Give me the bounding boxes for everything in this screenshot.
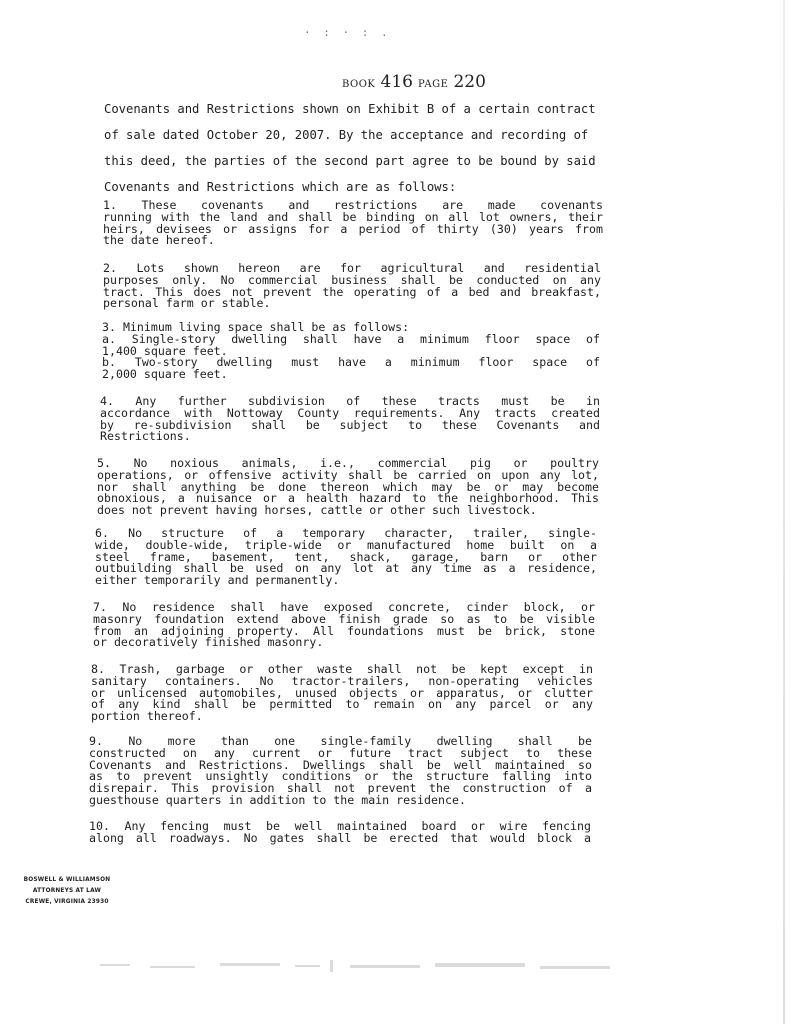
covenant-line: constructed on any current or future tract subject to these xyxy=(89,745,592,760)
book-number: 416 xyxy=(380,72,413,92)
scan-edge xyxy=(783,0,785,1024)
covenant-6 xyxy=(95,528,597,587)
intro-line: of sale dated October 20, 2007. By the acceptance and recording of xyxy=(104,128,589,142)
covenant-line: tract. This does not prevent the operating of a bed and breakfast, xyxy=(103,284,601,299)
covenant-line: a. Single-story dwelling shall have a minimum floor space of xyxy=(102,331,600,346)
covenant-line: or unlicensed automobiles, unused objects or apparatus, or clutter xyxy=(91,685,593,700)
covenant-line: steel frame, basement, tent, shack, garage, barn or other xyxy=(95,549,597,564)
covenant-line: either temporarily and permanently. xyxy=(95,573,340,588)
covenant-line: purposes only. No commercial business shall be conducted on any xyxy=(103,272,601,287)
covenant-line: b. Two-story dwelling must have a minimum floor space of xyxy=(102,355,600,370)
covenant-1 xyxy=(103,200,603,247)
covenant-3 xyxy=(102,322,600,381)
covenant-line: portion thereof. xyxy=(91,709,203,724)
covenant-line: by re-subdivision shall be subject to these Covenants and xyxy=(100,417,600,432)
covenant-line: Restrictions. xyxy=(100,429,191,444)
covenant-10 xyxy=(89,821,591,845)
covenant-line: 5. No noxious animals, i.e., commercial pig or poultry xyxy=(97,456,599,470)
covenant-line: outbuilding shall be used on any lot at any time as a residence, xyxy=(95,561,597,576)
firm-address: CREWE, VIRGINIA 23930 xyxy=(25,899,109,905)
intro-text xyxy=(104,96,604,200)
covenant-2 xyxy=(103,263,601,310)
covenant-line: 4. Any further subdivision of these tracts must be in xyxy=(100,394,600,408)
covenant-line: obnoxious, a nuisance or a health hazard to the neighborhood. This xyxy=(97,491,599,506)
covenant-line: as to prevent unsightly conditions or the structure falling into xyxy=(89,769,592,784)
covenant-line: personal farm or stable. xyxy=(103,296,271,311)
covenant-line: operations, or offensive activity shall be carried on upon any lot, xyxy=(97,467,599,482)
covenant-line: or decoratively finished masonry. xyxy=(93,635,324,650)
covenant-line: Covenants and Restrictions. Dwellings shall be well maintained so xyxy=(89,757,592,772)
covenant-line: masonry foundation extend above finish grade so as to be visible xyxy=(93,611,595,626)
covenant-line: accordance with Nottoway County requirements. Any tracts created xyxy=(100,405,600,420)
page-label: PAGE xyxy=(418,79,449,90)
covenant-line: 10. Any fencing must be well maintained board or wire fencing xyxy=(89,819,591,833)
covenant-line: heirs, devisees or assigns for a period of thirty (30) years from xyxy=(103,221,603,236)
covenant-line: of any kind shall be permitted to remain on any parcel or any xyxy=(91,697,593,712)
covenant-line: 2,000 square feet. xyxy=(102,367,228,382)
covenant-7 xyxy=(93,602,595,649)
covenant-line: does not prevent having horses, cattle or other such livestock. xyxy=(97,503,537,518)
covenant-line: from an adjoining property. All foundations must be brick, stone xyxy=(93,623,595,638)
covenant-line: 9. No more than one single-family dwelling shall be xyxy=(89,734,592,748)
covenant-line: guesthouse quarters in addition to the main residence. xyxy=(89,792,466,807)
intro-line: this deed, the parties of the second part agree to be bound by said xyxy=(104,154,596,168)
covenant-line: 6. No structure of a temporary character, trailer, single- xyxy=(95,526,597,540)
covenant-line: nor shall anything be done thereon which may be or may become xyxy=(97,479,599,494)
covenant-8 xyxy=(91,664,593,723)
covenant-9 xyxy=(89,736,592,807)
covenant-line: sanitary containers. No tractor-trailers, non-operating vehicles xyxy=(91,673,593,688)
book-label: BOOK xyxy=(342,79,376,90)
firm-name: BOSWELL & WILLIAMSON xyxy=(23,877,111,883)
scan-smudge xyxy=(80,956,640,978)
book-page-stamp xyxy=(342,72,486,92)
covenant-line: along all roadways. No gates shall be erected that would block a xyxy=(89,830,591,845)
firm-title: ATTORNEYS AT LAW xyxy=(32,888,102,894)
covenant-4 xyxy=(100,396,600,443)
intro-line: Covenants and Restrictions shown on Exhibit B of a certain contract xyxy=(104,102,596,116)
covenant-line: 2. Lots shown hereon are for agricultural and residential xyxy=(103,261,601,275)
covenant-line: 3. Minimum living space shall be as follows: xyxy=(102,320,410,334)
intro-line: Covenants and Restrictions which are as follows: xyxy=(104,180,457,194)
law-firm-letterhead xyxy=(12,875,122,908)
covenant-5 xyxy=(97,458,599,517)
covenant-line: 7. No residence shall have exposed concrete, cinder block, or xyxy=(93,600,595,614)
covenant-line: 1. These covenants and restrictions are made covenants xyxy=(103,198,603,212)
covenant-line: running with the land and shall be binding on all lot owners, their xyxy=(103,209,603,224)
page-number: 220 xyxy=(453,72,486,92)
covenant-line: disrepair. This provision shall not prevent the construction of a xyxy=(89,781,592,796)
covenant-line: 8. Trash, garbage or other waste shall not be kept except in xyxy=(91,662,593,676)
covenant-line: the date hereof. xyxy=(103,233,215,248)
covenant-line: 1,400 square feet. xyxy=(102,343,228,358)
covenant-line: wide, double-wide, triple-wide or manufactured home built on a xyxy=(95,537,597,552)
scan-specks: · : · : . xyxy=(304,26,391,39)
